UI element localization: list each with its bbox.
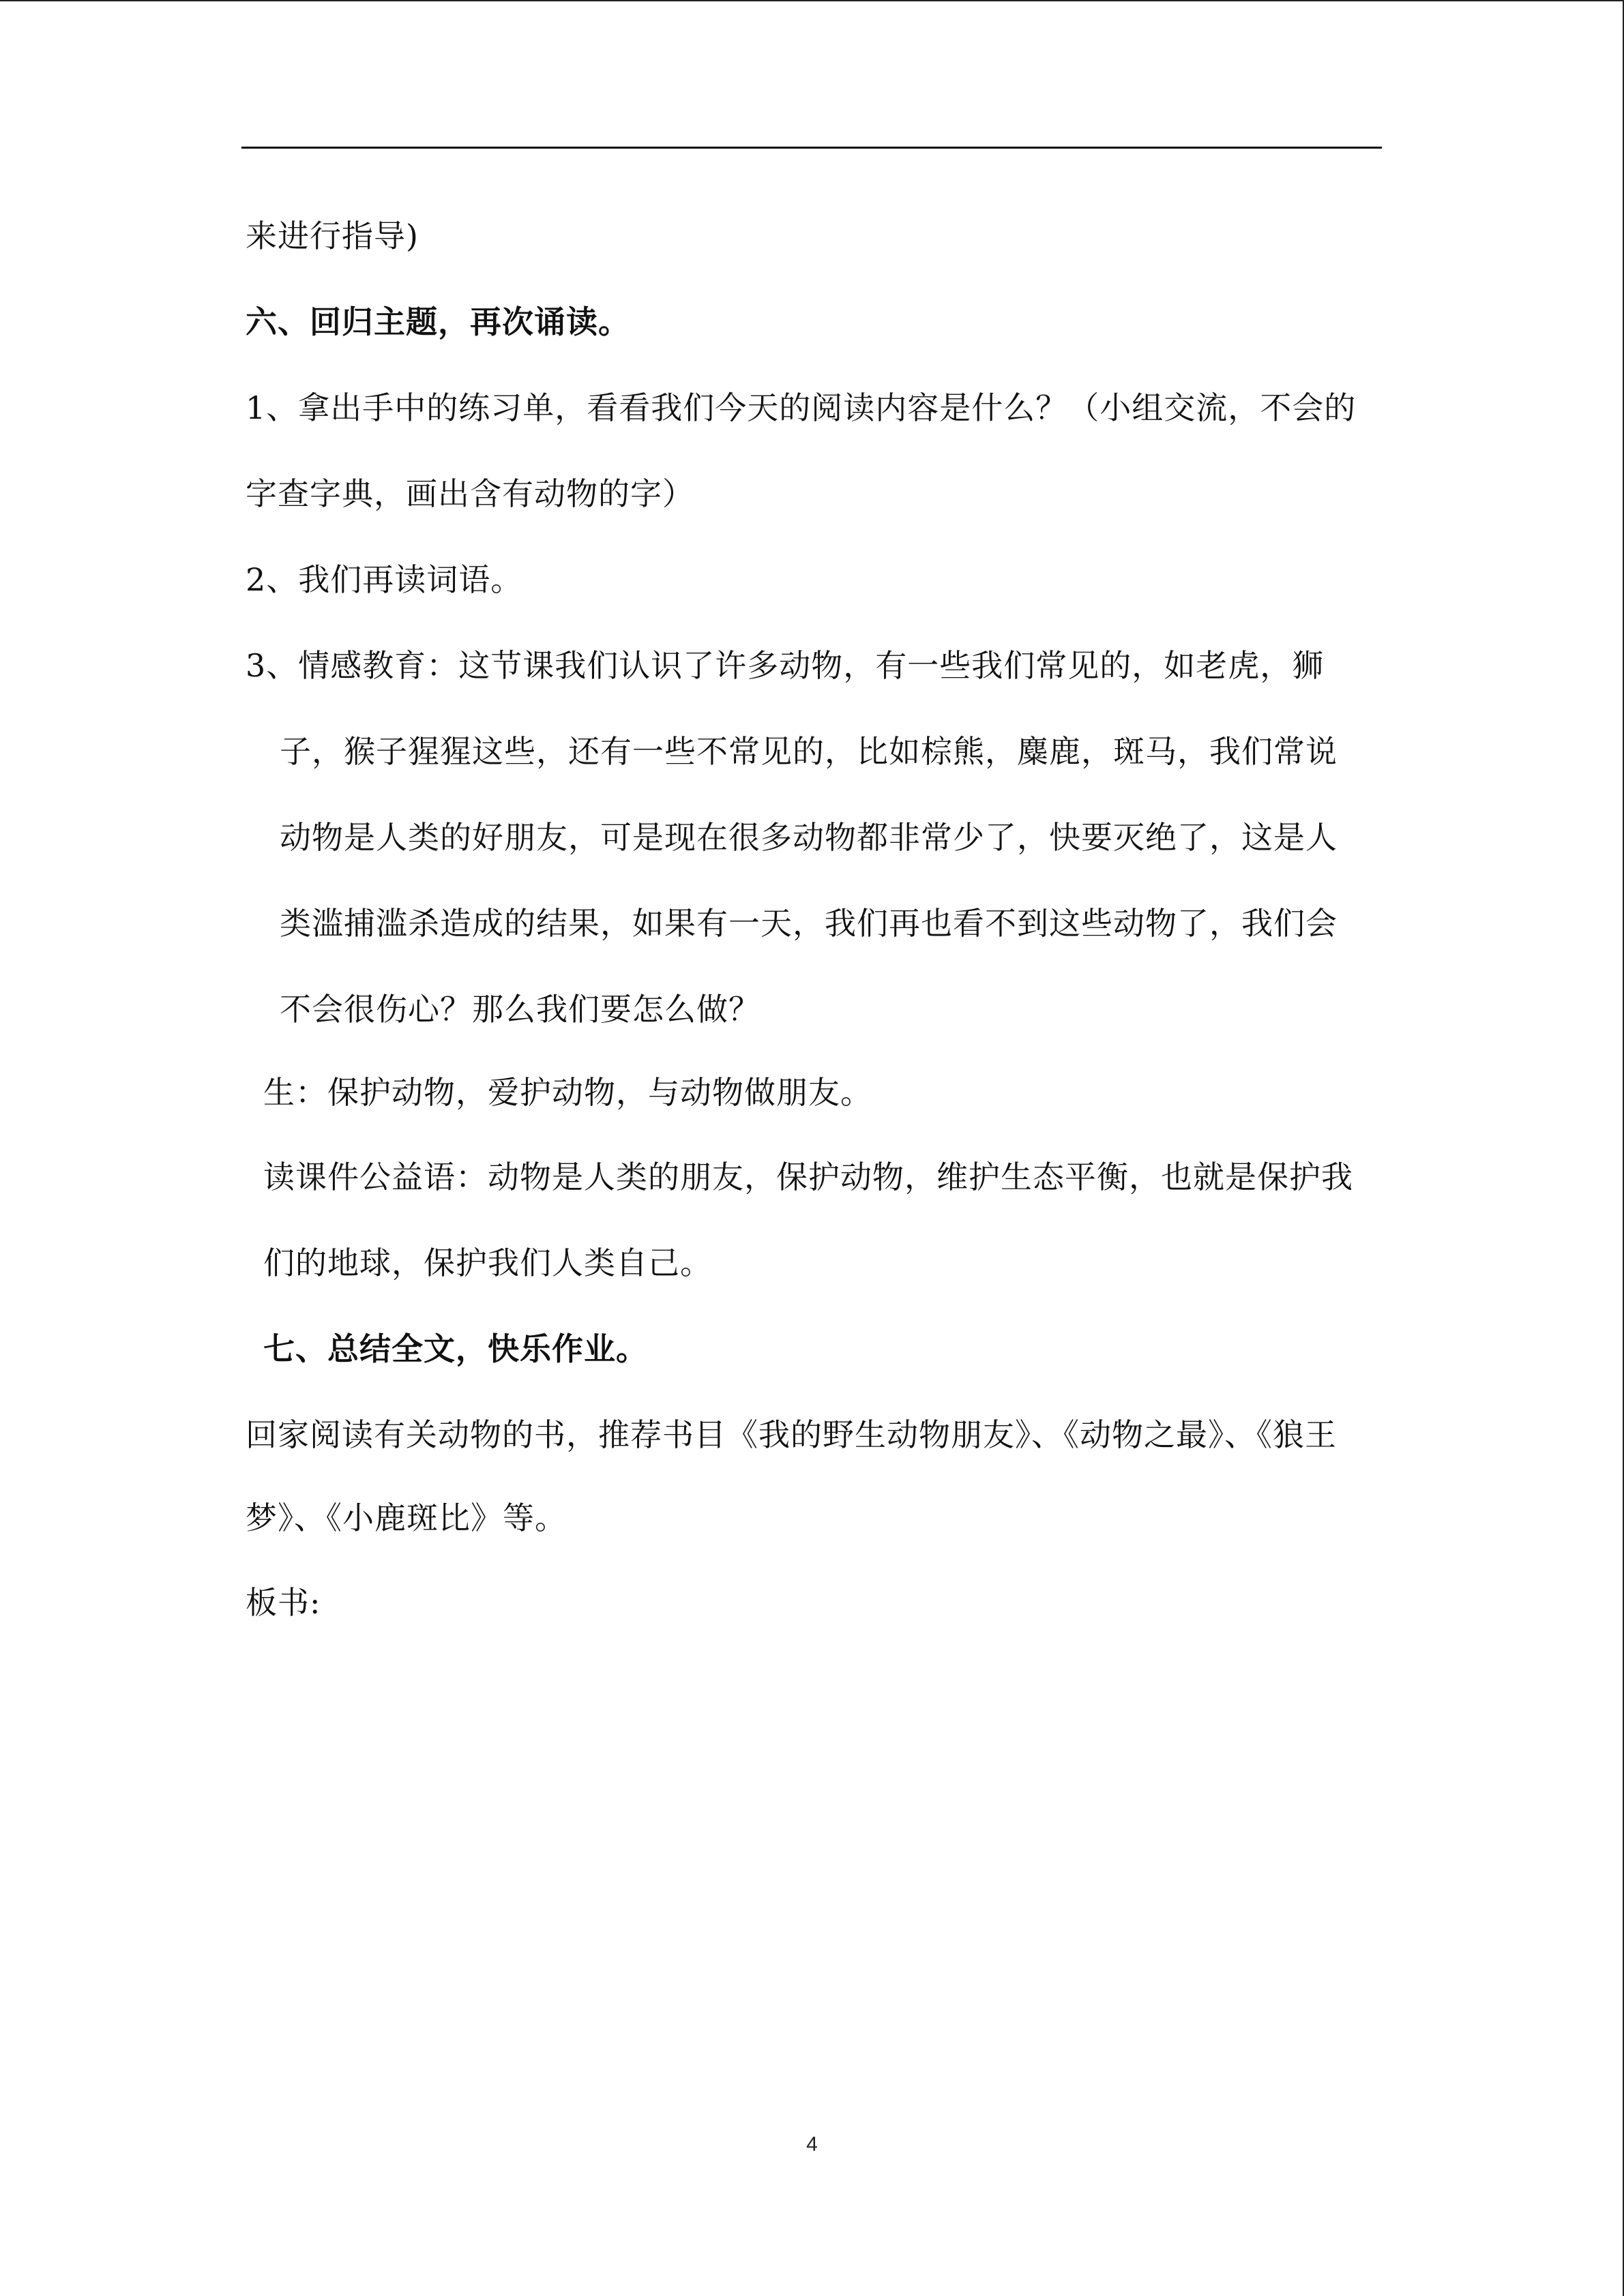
text-line: 读课件公益语：动物是人类的朋友，保护动物，维护生态平衡，也就是保护我 (263, 1159, 1353, 1195)
header-rule (241, 147, 1382, 149)
text-line: 们的地球，保护我们人类自己。 (263, 1244, 712, 1281)
text-line: 回家阅读有关动物的书，推荐书目《我的野生动物朋友》、《动物之最》、《狼王 (246, 1416, 1337, 1453)
section-heading-seven: 七、总结全文，快乐作业。 (263, 1330, 648, 1367)
section-heading-six: 六、回归主题，再次诵读。 (246, 303, 630, 340)
text-line: 类滥捕滥杀造成的结果，如果有一天，我们再也看不到这些动物了，我们会 (280, 905, 1338, 942)
blackboard-label: 板书: (246, 1584, 321, 1621)
text-line: 不会很伤心？那么我们要怎么做？ (280, 991, 761, 1028)
text-line: 梦》、《小鹿斑比》等。 (246, 1500, 567, 1536)
text-line: 2、我们再读词语。 (246, 561, 523, 598)
text-line: 动物是人类的好朋友，可是现在很多动物都非常少了，快要灭绝了，这是人 (280, 819, 1338, 856)
text-line: 3、情感教育：这节课我们认识了许多动物，有一些我们常见的，如老虎，狮 (246, 647, 1325, 684)
page-number: 4 (806, 2133, 818, 2156)
text-line: 来进行指导) (246, 218, 419, 254)
text-line: 字查字典，画出含有动物的字） (246, 475, 694, 512)
text-line: 子，猴子猩猩这些，还有一些不常见的，比如棕熊，麋鹿，斑马，我们常说 (280, 733, 1338, 770)
page-border-top (0, 0, 1624, 1)
text-line: 1、拿出手中的练习单，看看我们今天的阅读内容是什么？（小组交流，不会的 (246, 389, 1357, 426)
text-line: 生：保护动物，爱护动物，与动物做朋友。 (263, 1074, 872, 1111)
